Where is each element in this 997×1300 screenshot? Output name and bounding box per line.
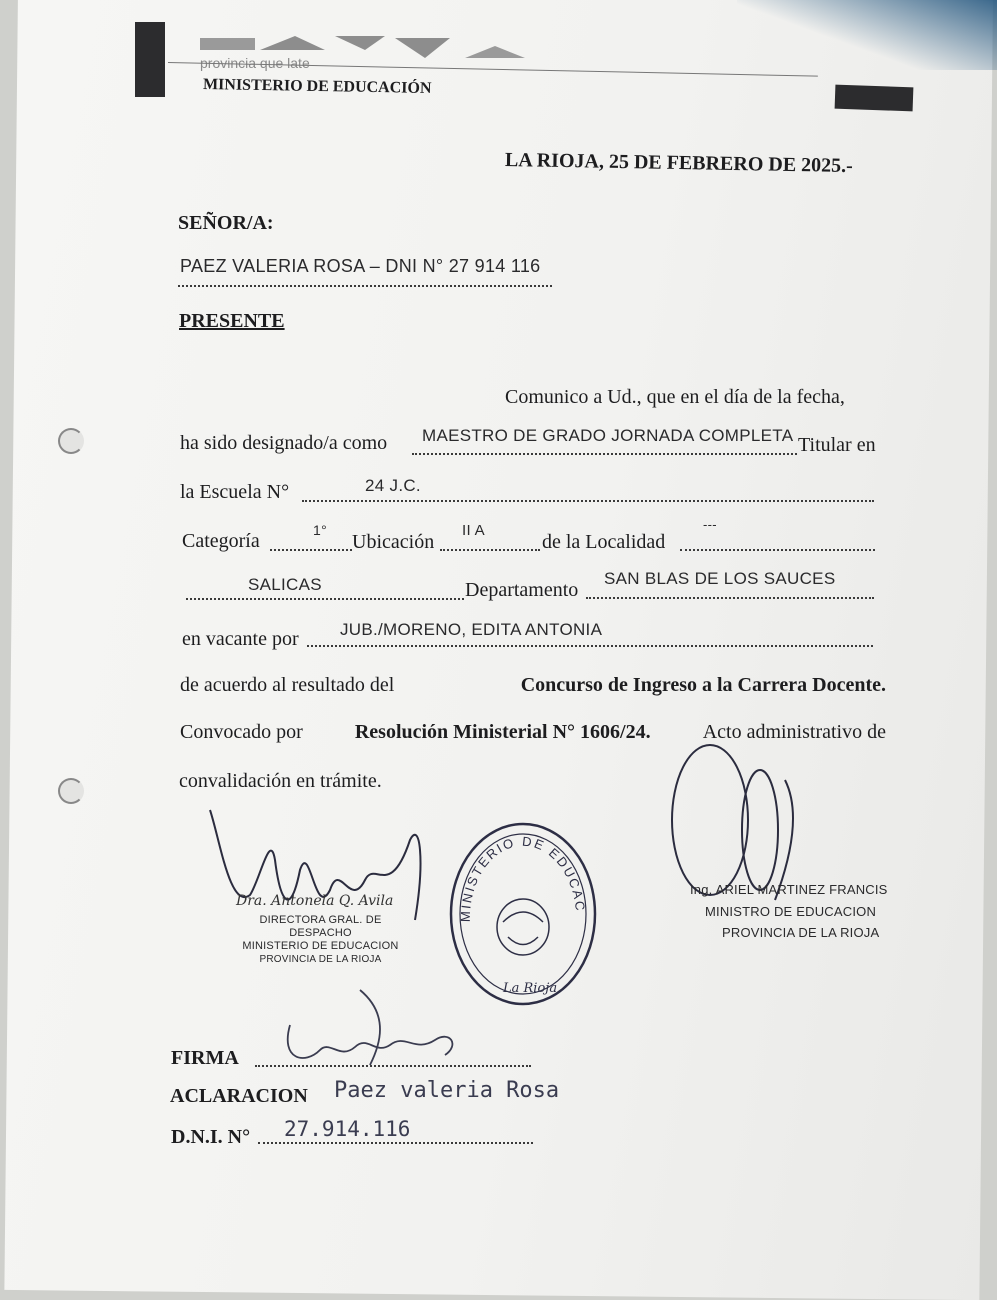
left-signature-ministry: MINISTERIO DE EDUCACION (242, 940, 399, 952)
p2-text: Convocado por (180, 721, 303, 743)
ubicacion-label: Ubicación (352, 531, 435, 553)
header-bar (135, 22, 165, 97)
dni-label: D.N.I. N° (171, 1126, 251, 1148)
recipient: PAEZ VALERIA ROSA – DNI N° 27 914 116 (180, 256, 541, 276)
vacante-label: en vacante por (182, 628, 299, 650)
firma-label: FIRMA (171, 1047, 239, 1069)
designado-label: ha sido designado/a como (180, 432, 388, 454)
dni-value: 27.914.116 (284, 1117, 411, 1141)
concurso-text: Concurso de Ingreso a la Carrera Docente. (520, 674, 886, 696)
left-signature-block (238, 914, 403, 966)
recipient-signature-scribble (250, 985, 470, 1070)
svg-text:La Rioja: La Rioja (503, 981, 558, 996)
left-signature-name: Dra. Antonela Q. Avila (236, 893, 394, 909)
aclaracion-value: Paez valeria Rosa (334, 1078, 560, 1103)
categoria-dotted-line (270, 549, 352, 551)
localidad-name: SALICAS (248, 575, 322, 594)
right-signature-province: PROVINCIA DE LA RIOJA (722, 925, 880, 940)
categoria-label: Categoría (182, 530, 260, 552)
binder-hole (58, 428, 84, 454)
ubicacion-value: II A (462, 522, 485, 539)
svg-text:MINISTERIO DE EDUCACIÓN: MINISTERIO DE EDUCAC (457, 833, 589, 923)
presente: PRESENTE (179, 310, 285, 332)
intro-text: Comunico a Ud., que en el día de la fecha, (505, 386, 845, 408)
localidad-label: de la Localidad (542, 531, 666, 553)
salutation: SEÑOR/A: (178, 212, 274, 234)
paragraph-line-1 (180, 674, 886, 697)
firma-dotted-line (255, 1065, 531, 1067)
localidad-value: --- (703, 517, 717, 532)
left-signature-province: PROVINCIA DE LA RIOJA (259, 954, 382, 965)
ubicacion-dotted-line (440, 549, 540, 551)
p1-text: de acuerdo al resultado del (180, 674, 395, 696)
designado-value: MAESTRO DE GRADO JORNADA COMPLETA (422, 426, 794, 445)
recipient-dotted-line (178, 285, 552, 287)
departamento-value: SAN BLAS DE LOS SAUCES (604, 569, 836, 588)
left-signature-title: DIRECTORA GRAL. DE DESPACHO (259, 914, 382, 939)
departamento-label: Departamento (465, 579, 579, 601)
vacante-dotted-line (307, 645, 873, 647)
left-signature-scribble (200, 800, 440, 930)
designado-dotted-line (412, 453, 797, 455)
localidad-name-dotted-line (186, 598, 464, 600)
departamento-dotted-line (586, 597, 874, 599)
binder-hole (58, 778, 84, 804)
titular-label: Titular en (798, 434, 876, 456)
escuela-dotted-line (302, 500, 874, 502)
official-seal (448, 822, 598, 1007)
localidad-dotted-line (680, 549, 875, 551)
paragraph-line-3: convalidación en trámite. (179, 770, 382, 792)
escuela-value: 24 J.C. (365, 476, 421, 495)
svg-text:provincia que late: provincia que late (200, 55, 310, 71)
resolucion-text: Resolución Ministerial N° 1606/24. (354, 721, 651, 743)
escuela-label: la Escuela N° (180, 481, 290, 503)
dni-dotted-line (258, 1142, 533, 1144)
paper-sheet (4, 0, 993, 1300)
right-signature-name: Ing. ARIEL MARTINEZ FRANCIS (690, 882, 888, 897)
aclaracion-label: ACLARACION (170, 1085, 308, 1107)
p2-tail: Acto administrativo de (702, 721, 886, 743)
ministry-name: MINISTERIO DE EDUCACIÓN (202, 76, 432, 97)
right-signature-title: MINISTRO DE EDUCACION (705, 904, 877, 919)
vacante-value: JUB./MORENO, EDITA ANTONIA (340, 620, 603, 639)
folder-edge (737, 0, 997, 70)
date-line: LA RIOJA, 25 DE FEBRERO DE 2025.- (504, 148, 853, 178)
categoria-value: 1° (313, 522, 327, 538)
header-bar-right (835, 85, 914, 112)
